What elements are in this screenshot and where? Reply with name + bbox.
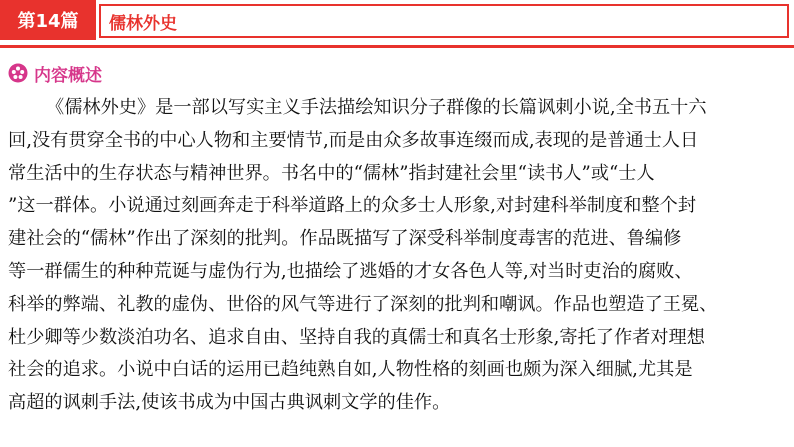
paragraph-line: 常生活中的生存状态与精神世界。书名中的“儒林”指封建社会里“读书人”或“士人 [8,162,655,184]
paragraph-line: 高超的讽刺手法,使该书成为中国古典讽刺文学的佳作。 [8,392,451,414]
page-title: 儒林外史 [109,13,177,34]
paragraph-line: 科举的弊端、礼教的虚伪、世俗的风气等进行了深刻的批判和嘲讽。作品也塑造了王冕、 [8,293,718,315]
header-bar [0,0,794,48]
paragraph-line: 建社会的“儒林”作出了深刻的批判。作品既描写了深受科举制度毒害的范进、鲁编修 [8,228,682,250]
paragraph-line: 杜少卿等少数淡泊功名、追求自由、坚持自我的真儒士和真名士形象,寄托了作者对理想 [8,326,705,348]
paragraph-line: 等一群儒生的种种荒诞与虚伪行为,也描绘了逃婚的才女各色人等,对当时吏治的腐败、 [8,260,693,282]
paragraph-line: 《儒林外史》是一部以写实主义手法描绘知识分子群像的长篇讽刺小说,全书五十六 [46,97,707,118]
header-rule [0,45,794,48]
section-label: 内容概述 [34,65,102,86]
chapter-label: 第14篇 [0,0,96,40]
paragraph-line: ”这一群体。小说通过刻画奔走于科举道路上的众多士人形象,对封建科举制度和整个封 [8,195,697,217]
flower-dot-icon [8,63,28,83]
paragraph-line: 回,没有贯穿全书的中心人物和主要情节,而是由众多故事连缀而成,表现的是普通士人日 [8,129,699,151]
page-title-box [99,4,789,38]
paragraph-line: 社会的追求。小说中白话的运用已趋纯熟自如,人物性格的刻画也颇为深入细腻,尤其是 [8,359,693,381]
summary-paragraph [8,92,786,420]
section-heading [8,62,102,84]
